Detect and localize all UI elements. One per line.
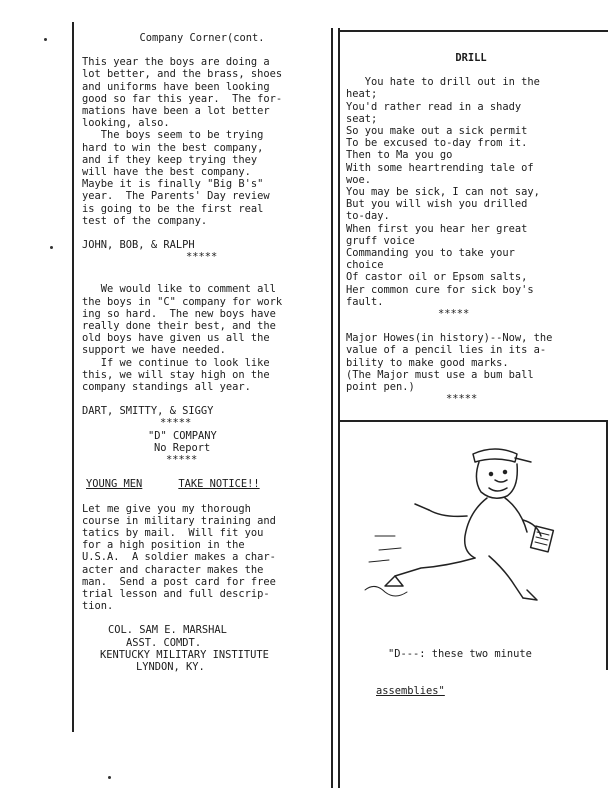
caption-line-2	[360, 685, 600, 697]
text-line: Then to Ma you go	[346, 149, 453, 162]
d-company-title: "D" COMPANY	[148, 429, 217, 442]
company-corner-heading: Company Corner(cont.	[139, 32, 265, 44]
text-line: But you will wish you drilled	[346, 198, 528, 211]
center-divider-a	[331, 28, 333, 788]
signature-john-bob-ralph: JOHN, BOB, & RALPH	[82, 239, 195, 252]
text-line: lot better, and the brass, shoes	[82, 68, 283, 81]
left-column	[82, 32, 322, 673]
text-line: Her common cure for sick boy's	[346, 283, 534, 296]
text-line: acter and character makes the	[82, 563, 264, 576]
major-howes-quote	[346, 332, 596, 393]
military-course-ad	[82, 503, 322, 613]
section-separator: *****	[160, 417, 192, 430]
text-line: year. The Parents' Day review	[82, 190, 270, 203]
text-line: point pen.)	[346, 381, 415, 394]
text-line: test of the company.	[82, 214, 208, 227]
text-line: LYNDON, KY.	[136, 660, 205, 673]
text-line: Let me give you my thorough	[82, 502, 251, 515]
text-line: choice	[346, 259, 384, 272]
margin-mark	[50, 246, 53, 249]
text-line: gruff voice	[346, 234, 415, 247]
text-line: to-day.	[346, 210, 390, 223]
text-line: You'd rather read in a shady	[346, 100, 522, 113]
text-line: (The Major must use a bum ball	[346, 368, 534, 381]
text-line: Commanding you to take your	[346, 247, 515, 260]
c-company-paragraph	[82, 283, 322, 393]
center-divider-b	[338, 28, 340, 788]
text-line: When first you hear her great	[346, 222, 528, 235]
section-separator: *****	[438, 308, 470, 321]
ad-signature	[82, 624, 322, 673]
text-line: Maybe it is finally "Big B's"	[82, 178, 264, 191]
text-line: hard to win the best company,	[82, 141, 264, 154]
text-line: ing so hard. The new boys have	[82, 307, 276, 320]
text-line: We would like to comment all	[82, 283, 276, 296]
company-paragraph-2	[82, 129, 322, 227]
text-line: will have the best company.	[82, 166, 251, 179]
text-line: and if they keep trying they	[82, 153, 258, 166]
text-line: KENTUCKY MILITARY INSTITUTE	[100, 648, 269, 661]
right-column	[346, 52, 596, 405]
text-line: If we continue to look like	[82, 356, 270, 369]
section-separator: *****	[186, 251, 218, 264]
ad-headline	[82, 478, 322, 490]
text-line: is going to be the first real	[82, 202, 264, 215]
text-line: mations have been a lot better	[82, 105, 270, 118]
text-line: To be excused to-day from it.	[346, 137, 528, 150]
text-line: woe.	[346, 173, 372, 186]
text-line: ASST. COMDT.	[126, 636, 202, 649]
text-line: bility to make good marks.	[346, 356, 509, 369]
text-line: the boys in "C" company for work	[82, 295, 283, 308]
section-separator: *****	[446, 393, 478, 406]
text-line: for a high position in the	[82, 539, 245, 552]
right-top-rule	[340, 30, 608, 32]
margin-mark	[44, 38, 47, 41]
text-line: U.S.A. A soldier makes a char-	[82, 551, 276, 564]
text-line: this, we will stay high on the	[82, 368, 270, 381]
text-line: You hate to drill out in the	[346, 76, 540, 89]
text-line: With some heartrending tale of	[346, 161, 534, 174]
text-line: tion.	[82, 600, 114, 613]
text-line: Major Howes(in history)--Now, the	[346, 332, 553, 345]
text-line: The boys seem to be trying	[82, 129, 264, 142]
right-edge-border	[606, 420, 608, 670]
caption-line-1: "D---: these two minute	[388, 648, 532, 661]
take-notice-heading: TAKE NOTICE!!	[178, 478, 260, 491]
text-line: trial lesson and full descrip-	[82, 587, 270, 600]
text-line: old boys have given us all the	[82, 332, 270, 345]
d-company-report: No Report	[154, 441, 211, 454]
text-line: support we have needed.	[82, 344, 226, 357]
text-line: heat;	[346, 88, 378, 101]
text-line: This year the boys are doing a	[82, 56, 270, 69]
caption-assemblies: assemblies"	[376, 685, 445, 698]
young-men-heading: YOUNG MEN	[86, 478, 143, 491]
drill-poem	[346, 76, 596, 308]
text-line: company standings all year.	[82, 381, 251, 394]
text-line: really done their best, and the	[82, 320, 276, 333]
text-line: course in military training and	[82, 514, 276, 527]
text-line: good so far this year. The for-	[82, 92, 283, 105]
right-section-rule	[340, 420, 608, 422]
company-paragraph-1	[82, 56, 322, 129]
text-line: fault.	[346, 295, 384, 308]
drill-title: DRILL	[455, 52, 487, 64]
left-column-border	[72, 22, 74, 732]
section-separator: *****	[166, 454, 198, 467]
text-line: Of castor oil or Epsom salts,	[346, 271, 528, 284]
running-cadet-cartoon	[355, 440, 595, 610]
text-line: value of a pencil lies in its a-	[346, 344, 547, 357]
text-line: and uniforms have been looking	[82, 80, 270, 93]
signature-dart-smitty-siggy: DART, SMITTY, & SIGGY	[82, 405, 214, 418]
margin-mark	[108, 776, 111, 779]
text-line: man. Send a post card for free	[82, 575, 276, 588]
text-line: tatics by mail. Will fit you	[82, 526, 264, 539]
text-line: So you make out a sick permit	[346, 125, 528, 138]
text-line: looking, also.	[82, 117, 170, 130]
text-line: COL. SAM E. MARSHAL	[108, 624, 227, 637]
text-line: seat;	[346, 112, 378, 125]
text-line: You may be sick, I can not say,	[346, 186, 540, 199]
cartoon-caption	[360, 624, 600, 722]
